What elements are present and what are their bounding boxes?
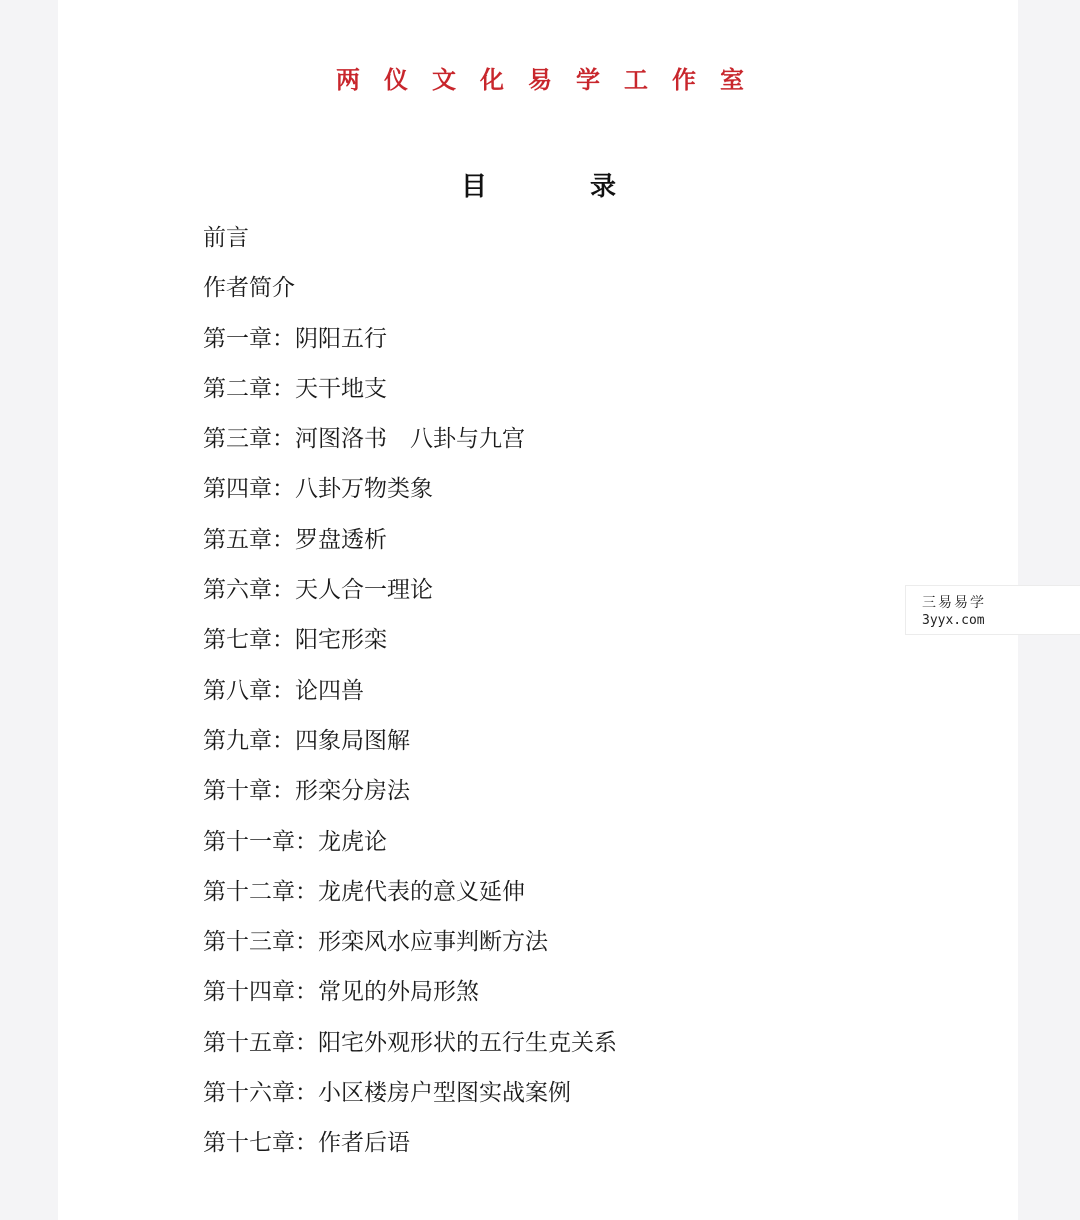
table-of-contents	[203, 218, 617, 1174]
toc-item: 第十三章：形栾风水应事判断方法	[203, 929, 548, 956]
toc-item: 第十二章：龙虎代表的意义延伸	[203, 878, 525, 905]
toc-item: 第四章：八卦万物类象	[203, 476, 433, 503]
toc-item: 第十五章：阳宅外观形状的五行生克关系	[203, 1029, 617, 1056]
toc-item: 第七章：阳宅形栾	[203, 627, 387, 654]
toc-item: 第十一章：龙虎论	[203, 828, 387, 855]
studio-title: 两仪文化易学工作室	[336, 65, 768, 94]
toc-item: 第十七章：作者后语	[203, 1130, 410, 1157]
watermark-domain: 3yyx.com	[922, 613, 985, 628]
toc-item: 第三章：河图洛书 八卦与九宫	[203, 426, 525, 453]
toc-item: 第八章：论四兽	[203, 677, 364, 704]
toc-item: 作者简介	[203, 275, 295, 302]
toc-item: 第六章：天人合一理论	[203, 577, 433, 604]
toc-item: 第一章：阴阳五行	[203, 325, 387, 352]
toc-item: 第十四章：常见的外局形煞	[203, 979, 479, 1006]
toc-item: 第二章：天干地支	[203, 375, 387, 402]
toc-heading-left: 目	[461, 172, 488, 202]
toc-item: 第十章：形栾分房法	[203, 778, 410, 805]
watermark-name: 三易易学	[922, 595, 986, 611]
toc-heading-right: 录	[590, 172, 617, 202]
toc-item: 第九章：四象局图解	[203, 727, 410, 754]
toc-item: 第十六章：小区楼房户型图实战案例	[203, 1080, 571, 1107]
toc-item: 第五章：罗盘透析	[203, 526, 387, 553]
site-watermark	[905, 585, 1080, 635]
toc-item: 前言	[203, 225, 249, 251]
